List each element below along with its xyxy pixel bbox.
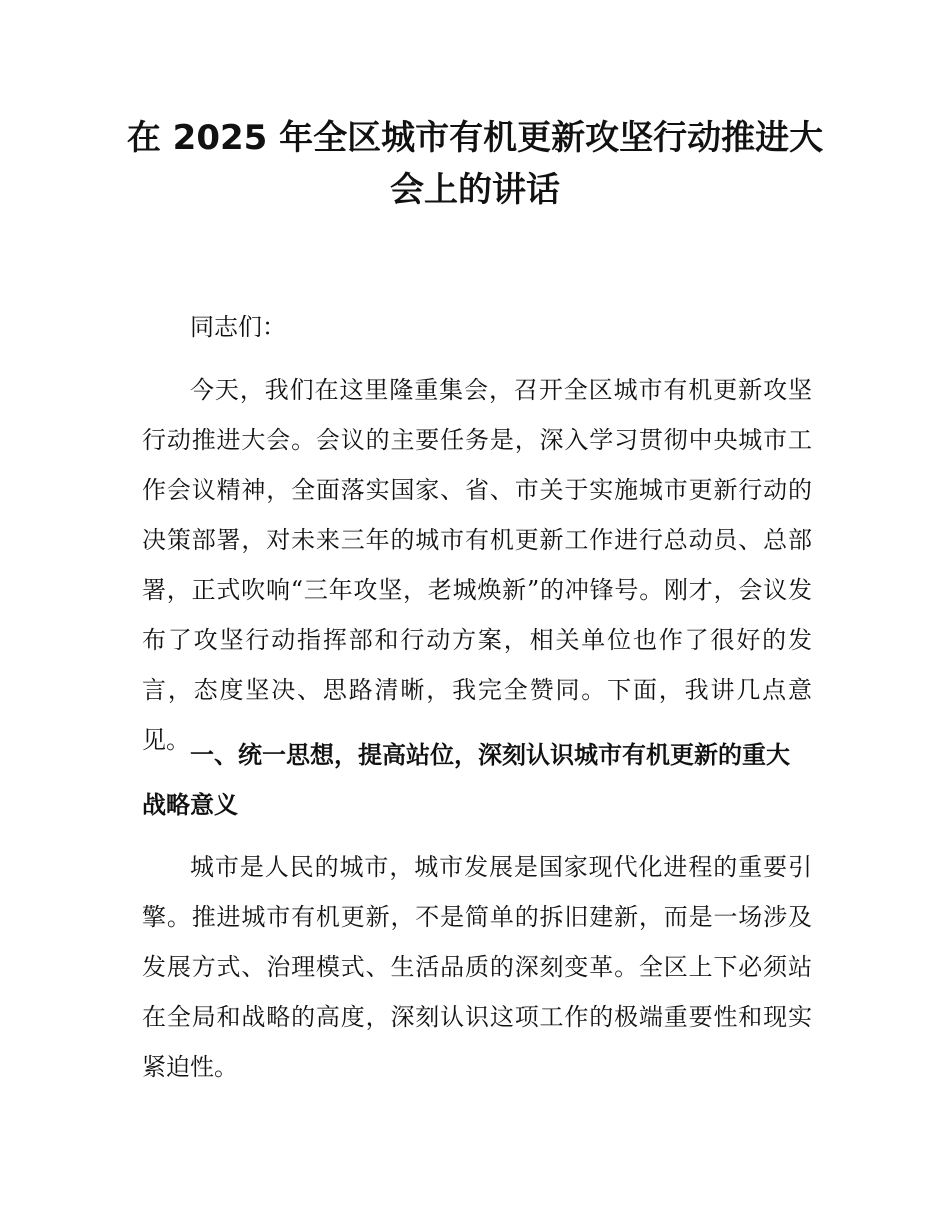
paragraph-intro: 今天，我们在这里隆重集会，召开全区城市有机更新攻坚行动推进大会。会议的主要任务是，深入学习贯彻中央城市工作会议精神，全面落实国家、省、市关于实施城市更新行动的决策部署，对未来三年的城市有机更新工作进行总动员、总部署，正式吹响“三年攻坚，老城焕新”的冲锋号。刚才，会议发布了攻坚行动指挥部和行动方案，相关单位也作了很好的发言，态度坚决、思路清晰，我完全赞同。下面，我讲几点意见。 xyxy=(142,376,812,754)
paragraph-section-1: 城市是人民的城市，城市发展是国家现代化进程的重要引擎。推进城市有机更新，不是简单的拆旧建新，而是一场涉及发展方式、治理模式、生活品质的深刻变革。全区上下必须站在全局和战略的高度，深刻认识这项工作的极端重要性和现实紧迫性。 xyxy=(142,853,812,1081)
title-line-2: 会上的讲话 xyxy=(390,170,560,210)
salutation: 同志们： xyxy=(190,313,286,341)
title-line-1: 在 2025 年全区城市有机更新攻坚行动推进大 xyxy=(126,118,824,158)
section-heading-1: 一、统一思想，提高站位，深刻认识城市有机更新的重大战略意义 xyxy=(142,741,790,819)
document-title xyxy=(110,112,840,216)
